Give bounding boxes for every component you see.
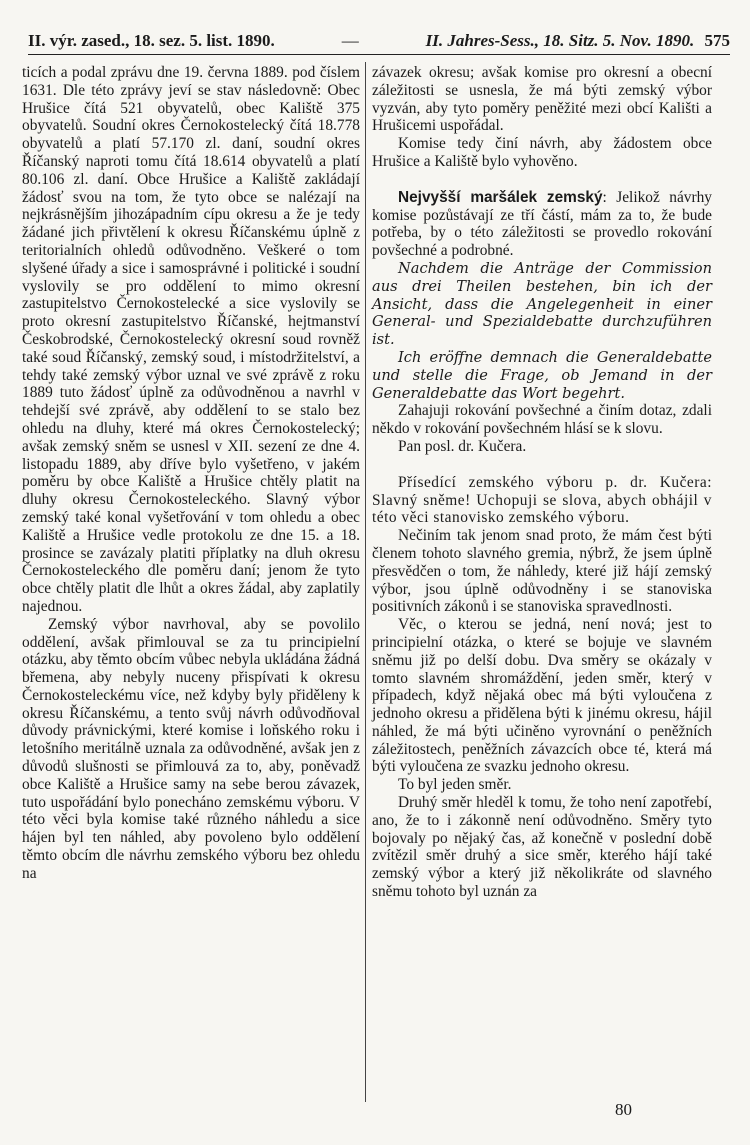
german-paragraph-2: Ich eröffne demnach die Generaldebatte und stelle die Frage, ob Jemand in der Generaldebatte das Wort begehrt. <box>372 348 712 402</box>
right-paragraph-2: Komise tedy činí návrh, aby žádostem obce Hrušice a Kaliště bylo vyhověno. <box>372 135 712 170</box>
right-paragraph-10: To byl jeden směr. <box>398 776 512 794</box>
speaker-name: Nejvyšší maršálek zemský <box>398 188 603 206</box>
running-header <box>28 22 730 55</box>
right-paragraph-5: Zahajuji rokování povšechné a činím dotaz, zdali někdo v rokování povšechném hlásí se k slovu. <box>372 402 712 438</box>
german-paragraph-1: Nachdem die Anträge der Commission aus drei Theilen bestehen, bin ich der Ansicht, dass die Angelegenheit in einer General- und Spezialdebatte durchzuführen ist. <box>372 259 712 349</box>
header-czech: II. výr. zased., 18. sez. 5. list. 1890. <box>28 31 275 50</box>
speech-marshal <box>372 189 712 260</box>
speech-text: : Jelikož návrhy komise pozůstávají ze tří částí, mám za to, že bude potřeba, by o této záležitosti se provedlo rokování povšechné a podrobné. <box>372 188 712 260</box>
speech-kucera-intro: Přísedící zemského výboru p. dr. Kučera: Slavný sněme! Uchopuji se slova, abych obhájil v této věci stanovisko zemského výboru. <box>372 473 712 527</box>
right-paragraph-1: závazek okresu; avšak komise pro okresní a obecní záležitosti se usnesla, že má býti zemský výbor vyzván, aby tyto poměry peněžité mezi obcí Kališti a Hrušicemi uspořádal. <box>372 64 712 135</box>
left-paragraph-2: Zemský výbor navrhoval, aby se povolilo oddělení, avšak přimlouval se za tu principielní otázku, aby těmto obcím vůbec nebyla ukládána žádná břemena, aby nebyly nuceny přispívati k okresu Černokosteleckému více, než kdyby byly přiděleny k okresu Říčanskému, a tento svůj návrh odůvodňoval důvody právnickými, které komise i loňského roku i letošního meritálně uznala za odůvodněné, avšak jen z důvodů slušnosti se přimlouvá za to, aby, poněvadž obce Kaliště a Hrušice samy na sebe berou závazek, tuto uspořádání bylo ponecháno zemskému výboru. V této věci byla komise také různého náhledu a sice hájen byl ten náhled, aby povoleno bylo oddělení těmto obcím dle návrhu zemského výboru bez ohledu na <box>22 615 360 882</box>
page-number: 575 <box>704 31 730 50</box>
right-column <box>372 64 712 901</box>
header-german-text: II. Jahres-Sess., 18. Sitz. 5. Nov. 1890. <box>425 31 695 50</box>
left-paragraph-1: ticích a podal zprávu dne 19. června 1889. pod číslem 1631. Dle této zprávy jeví se stav následovně: Obec Hrušice čítá 521 obyvatelů, obec Kaliště 375 obyvatelů. Soudní okres Černokostelecký čítá 18.778 obyvatelů a platí 57.170 zl. daní, soudní okres Říčanský naproti tomu čítá 18.614 obyvatelů a platí 80.106 zl. daní. Obce Hrušice a Kaliště zakládají žádosť svou na tom, že tyto obce se nalézají na nejkrásnějším jihozápadním cípu okresu a že je tedy žádané jich přivtělení k okresu Říčanskému úplně z teritorialních ohledů odůvodněno. Veškeré o tom slyšené úřady a sice i samosprávné i politické i soudní vyslovily se pro oddělení to mimo okresní zastupitelstvo Černokostelecké a sice vyslovily se proto okresní zastupitelstvo Říčanské, hejtmanství Českobrodské, Černokostelecký okresní soud rovněž také soud Říčanský, zemský soud, i místodržitelství, a tehdy také zemský výbor uznal ve své zprávě z roku 1889 tuto žádosť úplně za odůvodněnou a navrhl v tehdejší své zprávě, aby oddělení to se stalo bez ohledu na dluhy, které má okres Černokostelecký; avšak zemský sněm se usnesl v XII. sezení ze dne 4. listopadu 1889, aby dříve bylo vyšetřeno, v jakém poměru by obce Kaliště a Hrušice chtěly platit na dluhy okresu Černokosteleckého. Slavný výbor zemský také konal vyšetřování v tom ohledu a obec Kaliště a Hrušice vedle protokolu ze dne 15. a 18. prosince se zavázaly platiti příplatky na dluh okresu Černokosteleckého dle poměru daní; jenom že tyto obce chtěly platit dle lhůt a okres žádal, aby zaplatily najednou. <box>22 64 360 615</box>
header-german <box>426 30 730 52</box>
left-column <box>22 64 360 883</box>
right-paragraph-9: Věc, o kterou se jedná, není nová; jest to principielní otázka, o které se bojuje ve slavném sněmu již po delší dobu. Dva směry se okázaly v tomto slavném shromáždění, jeden směr, který v případech, když nějaká obec má býti vyloučena z jednoho okresu a přidělena býti k jinému okresu, hájil náhled, že má býti učiněno vyrovnání o peněžních záležitostech, peněžních závazcích obce té, která má býti vyloučena ze svazku jednoho okresu. <box>372 616 712 776</box>
column-divider <box>365 62 366 1102</box>
right-paragraph-11: Druhý směr hleděl k tomu, že toho není zapotřebí, ano, že to i zákonně není odůvodněno. Směry tyto bojovaly po nějaký čas, až konečně v poslední době zvítězil směr druhý a sice směr, kterého hájí také zemský výbor a který již několikráte od slavného sněmu tohoto byl uznán za <box>372 794 712 901</box>
right-paragraph-8: Nečiním tak jenom snad proto, že mám čest býti členem tohoto slavného gremia, nýbrž, že jsem úplně přesvědčen o tom, že náhledy, které již hájí zemský výbor, jsou úplně odůvodněny i se stanoviska positivních zákonů i se stanoviska spravedlnosti. <box>372 527 712 616</box>
sheet-number: 80 <box>615 1100 632 1119</box>
header-separator: — <box>341 31 359 50</box>
right-paragraph-6: Pan posl. dr. Kučera. <box>398 437 527 455</box>
